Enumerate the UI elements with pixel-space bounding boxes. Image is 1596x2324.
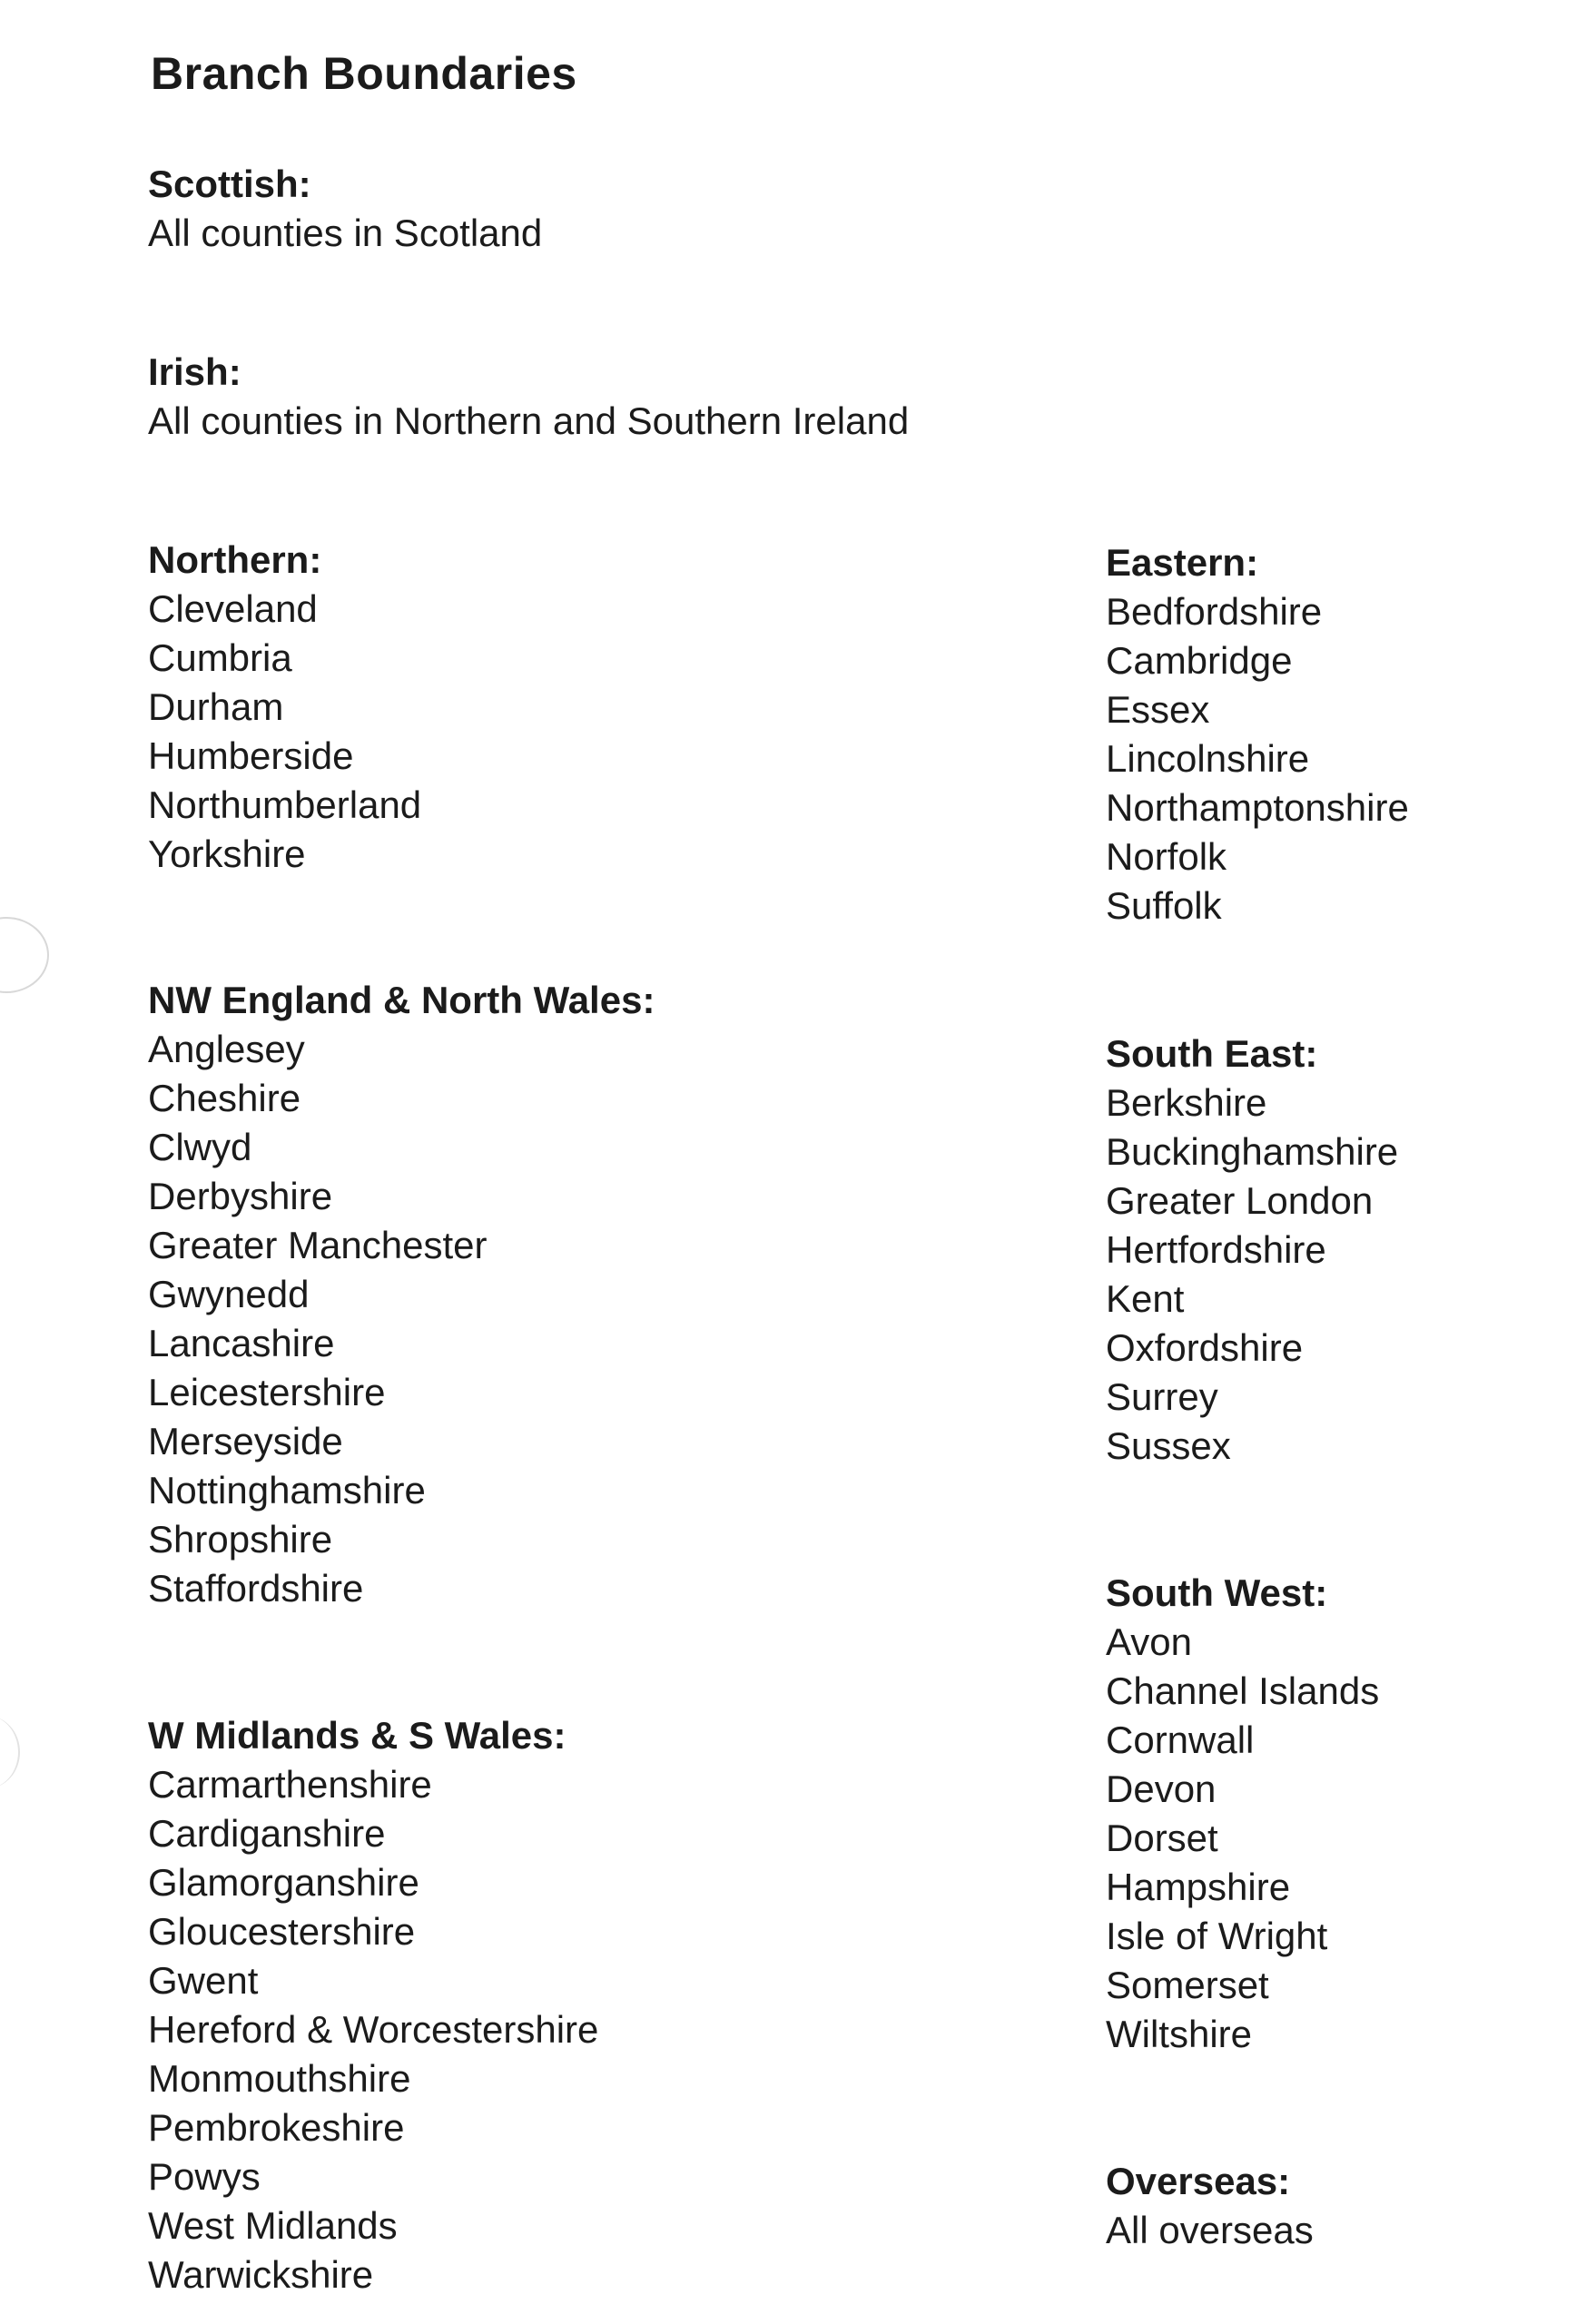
county-item: Humberside [148,734,354,777]
county-list [148,585,421,879]
county-item: Surrey [1106,1375,1218,1418]
section-text: All counties in Scotland [148,212,543,254]
section-overseas [1106,2157,1314,2255]
county-item: Cleveland [148,587,318,630]
county-item: Greater Manchester [148,1224,488,1266]
county-item: Cheshire [148,1077,301,1119]
county-item: Hampshire [1106,1866,1291,1908]
county-item: Lincolnshire [1106,737,1310,780]
county-item: Wiltshire [1106,2013,1253,2055]
county-list [148,1760,598,2299]
county-item: Somerset [1106,1964,1269,2006]
county-item: Merseyside [148,1420,343,1462]
county-item: Essex [1106,688,1210,731]
county-item: Pembrokeshire [148,2106,405,2149]
section-scottish [148,160,542,258]
section-heading: Irish: [148,350,241,393]
county-item: Yorkshire [148,832,306,875]
county-item: Cornwall [1106,1718,1255,1761]
county-item: Lancashire [148,1322,335,1364]
county-item: Cambridge [1106,639,1293,682]
county-item: Oxfordshire [1106,1326,1304,1369]
county-item: Suffolk [1106,884,1222,927]
county-item: Gloucestershire [148,1910,416,1953]
county-item: Berkshire [1106,1081,1267,1124]
county-item: Hertfordshire [1106,1228,1326,1271]
section-irish [148,348,909,446]
county-item: Anglesey [148,1028,305,1070]
county-item: Cumbria [148,636,292,679]
county-item: Kent [1106,1277,1185,1320]
county-item: Warwickshire [148,2253,374,2296]
county-item: Hereford & Worcestershire [148,2008,599,2051]
section-text: All counties in Northern and Southern Ireland [148,399,910,442]
section-heading: South East: [1106,1032,1318,1075]
section-heading: Overseas: [1106,2160,1291,2202]
section-heading: Northern: [148,538,322,581]
county-item: West Midlands [148,2204,398,2247]
county-item: Sussex [1106,1424,1231,1467]
scan-edge-mark [0,1716,20,1788]
county-item: Norfolk [1106,835,1227,878]
county-list [1106,1618,1379,2059]
county-list [148,1025,655,1613]
county-item: Greater London [1106,1179,1374,1222]
county-item: Cardiganshire [148,1812,386,1855]
county-item: Derbyshire [148,1175,333,1217]
county-item: Powys [148,2155,261,2198]
section-south-west [1106,1569,1379,2059]
county-item: Gwynedd [148,1273,310,1315]
section-heading: Eastern: [1106,541,1259,584]
section-text: All overseas [1106,2209,1314,2251]
county-item: Durham [148,685,284,728]
county-item: Northamptonshire [1106,786,1409,829]
county-item: Isle of Wright [1106,1915,1328,1957]
section-heading: Scottish: [148,162,311,205]
county-item: Gwent [148,1959,259,2002]
section-w-midlands-s-wales [148,1711,598,2299]
section-heading: South West: [1106,1571,1328,1614]
county-item: Staffordshire [148,1567,364,1610]
county-item: Monmouthshire [148,2057,411,2100]
page-title: Branch Boundaries [151,48,577,99]
section-northern [148,536,421,879]
county-list [1106,587,1409,931]
county-item: Nottinghamshire [148,1469,426,1512]
county-item: Dorset [1106,1817,1218,1859]
county-item: Northumberland [148,783,422,826]
county-item: Shropshire [148,1518,333,1561]
county-item: Devon [1106,1768,1217,1810]
county-item: Glamorganshire [148,1861,419,1904]
section-heading: W Midlands & S Wales: [148,1714,566,1757]
county-item: Clwyd [148,1126,252,1168]
county-item: Buckinghamshire [1106,1130,1399,1173]
section-south-east [1106,1029,1398,1471]
county-list [1106,1078,1398,1471]
punch-hole-mark [0,917,49,993]
section-nw-england-north-wales [148,976,655,1613]
county-item: Bedfordshire [1106,590,1323,633]
section-heading: NW England & North Wales: [148,979,655,1021]
county-item: Leicestershire [148,1371,386,1413]
county-item: Avon [1106,1620,1192,1663]
county-item: Carmarthenshire [148,1763,432,1806]
section-eastern [1106,538,1409,931]
county-item: Channel Islands [1106,1669,1380,1712]
